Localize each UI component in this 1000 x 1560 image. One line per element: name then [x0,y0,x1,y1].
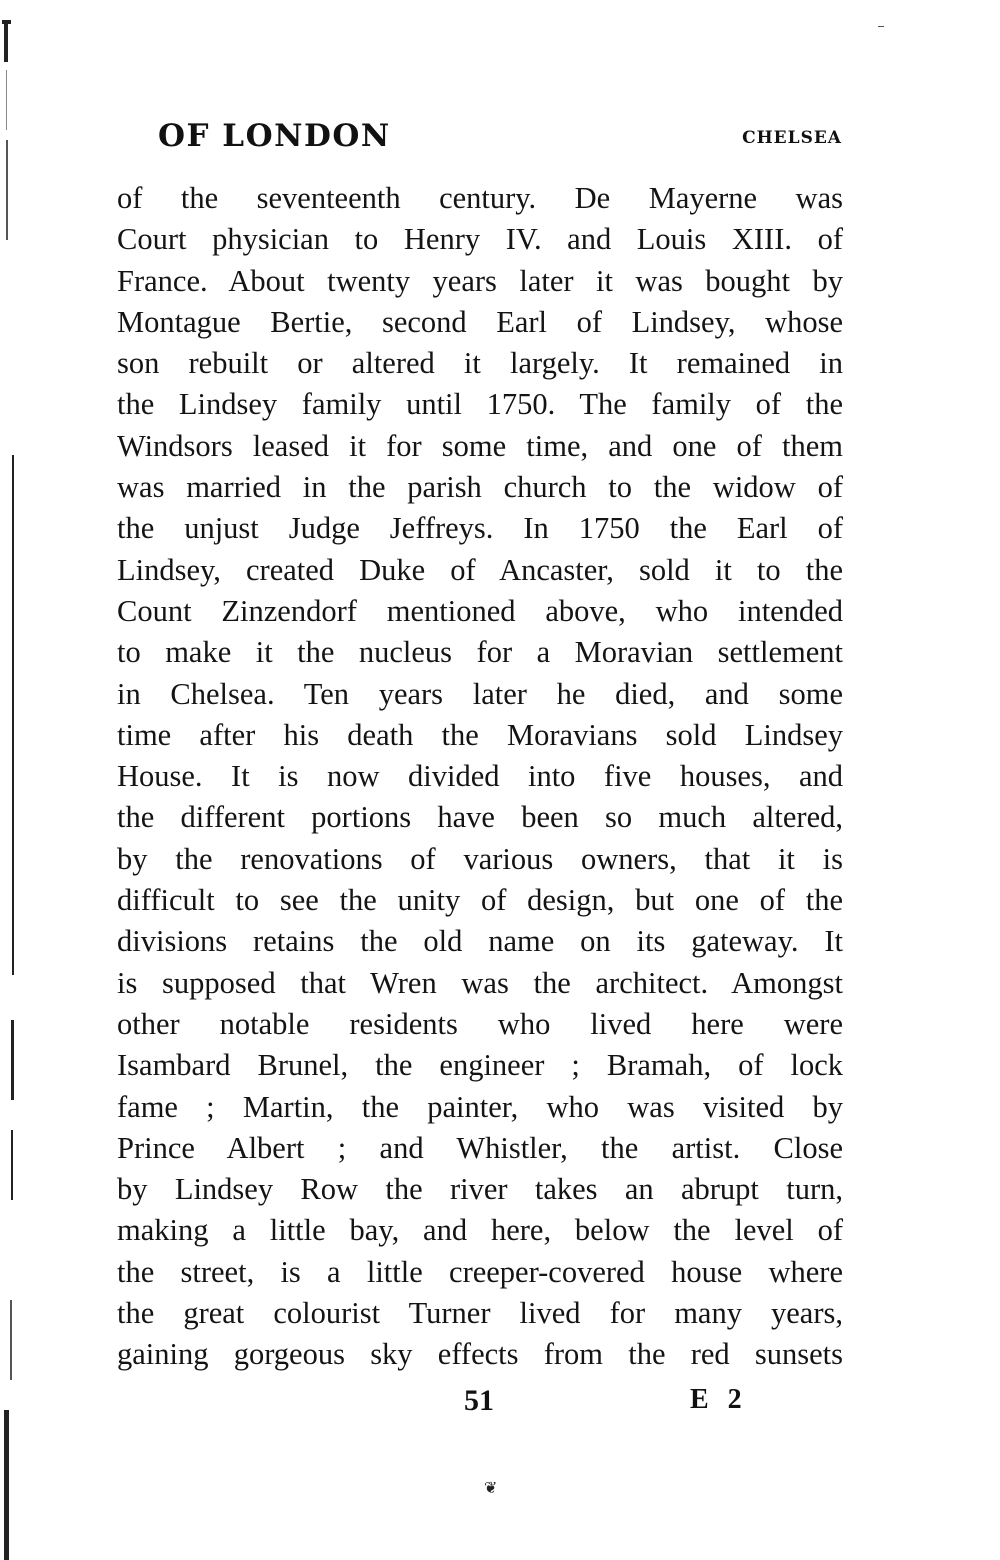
text-line: House. It is now divided into five houses, and [117,759,843,794]
text-line: by the renovations of various owners, that it is [117,841,843,876]
scan-edge-mark [6,70,7,130]
running-head-title: OF LONDON [158,118,391,154]
text-line: Windsors leased it for some time, and one of them [117,428,843,463]
text-line: Prince Albert ; and Whistler, the artist. Close [117,1130,843,1165]
text-line: Isambard Brunel, the engineer ; Bramah, of lock [117,1048,843,1083]
text-line: to make it the nucleus for a Moravian settlement [117,635,843,670]
printer-ornament-icon: ❦ [484,1478,498,1497]
text-line: Lindsey, created Duke of Ancaster, sold it to the [117,552,843,587]
text-line: the unjust Judge Jeffreys. In 1750 the Earl of [117,511,843,546]
text-line: divisions retains the old name on its gateway. It [117,924,843,959]
scan-edge-mark [11,1020,14,1100]
text-line: of the seventeenth century. De Mayerne was [117,181,843,215]
scan-edge-mark [4,1410,9,1560]
scan-edge-mark [11,1130,13,1200]
text-line: the great colourist Turner lived for many years, [117,1296,843,1331]
page-number: 51 [464,1384,494,1417]
scan-edge-mark [2,20,11,24]
text-line: other notable residents who lived here were [117,1006,843,1041]
text-line: is supposed that Wren was the architect. Amongst [117,965,843,1000]
text-line: was married in the parish church to the widow of [117,470,843,505]
signature-mark: E 2 [690,1384,748,1415]
text-line: son rebuilt or altered it largely. It remained in [117,346,843,381]
scan-edge-mark [4,22,8,62]
scan-edge-mark [10,1300,12,1380]
text-line: fame ; Martin, the painter, who was visited by [117,1089,843,1124]
text-line: the Lindsey family until 1750. The family of the [117,387,843,422]
text-line: making a little bay, and here, below the level of [117,1213,843,1248]
scan-edge-mark [6,140,8,240]
scan-speck [878,26,884,27]
scan-edge-mark [12,455,14,975]
text-line: France. About twenty years later it was bought by [117,263,843,298]
text-line: Montague Bertie, second Earl of Lindsey, whose [117,304,843,339]
text-line: Court physician to Henry IV. and Louis XIII. of [117,222,843,257]
running-head-section: CHELSEA [742,128,842,148]
text-line: the street, is a little creeper-covered house where [117,1254,843,1289]
text-line: Count Zinzendorf mentioned above, who intended [117,593,843,628]
text-line: gaining gorgeous sky effects from the red sunsets [117,1337,843,1372]
text-line: by Lindsey Row the river takes an abrupt turn, [117,1172,843,1207]
text-line: in Chelsea. Ten years later he died, and some [117,676,843,711]
body-paragraph [117,178,843,1376]
text-line: time after his death the Moravians sold Lindsey [117,717,843,752]
text-line: difficult to see the unity of design, but one of the [117,883,843,918]
text-line: the different portions have been so much altered, [117,800,843,835]
